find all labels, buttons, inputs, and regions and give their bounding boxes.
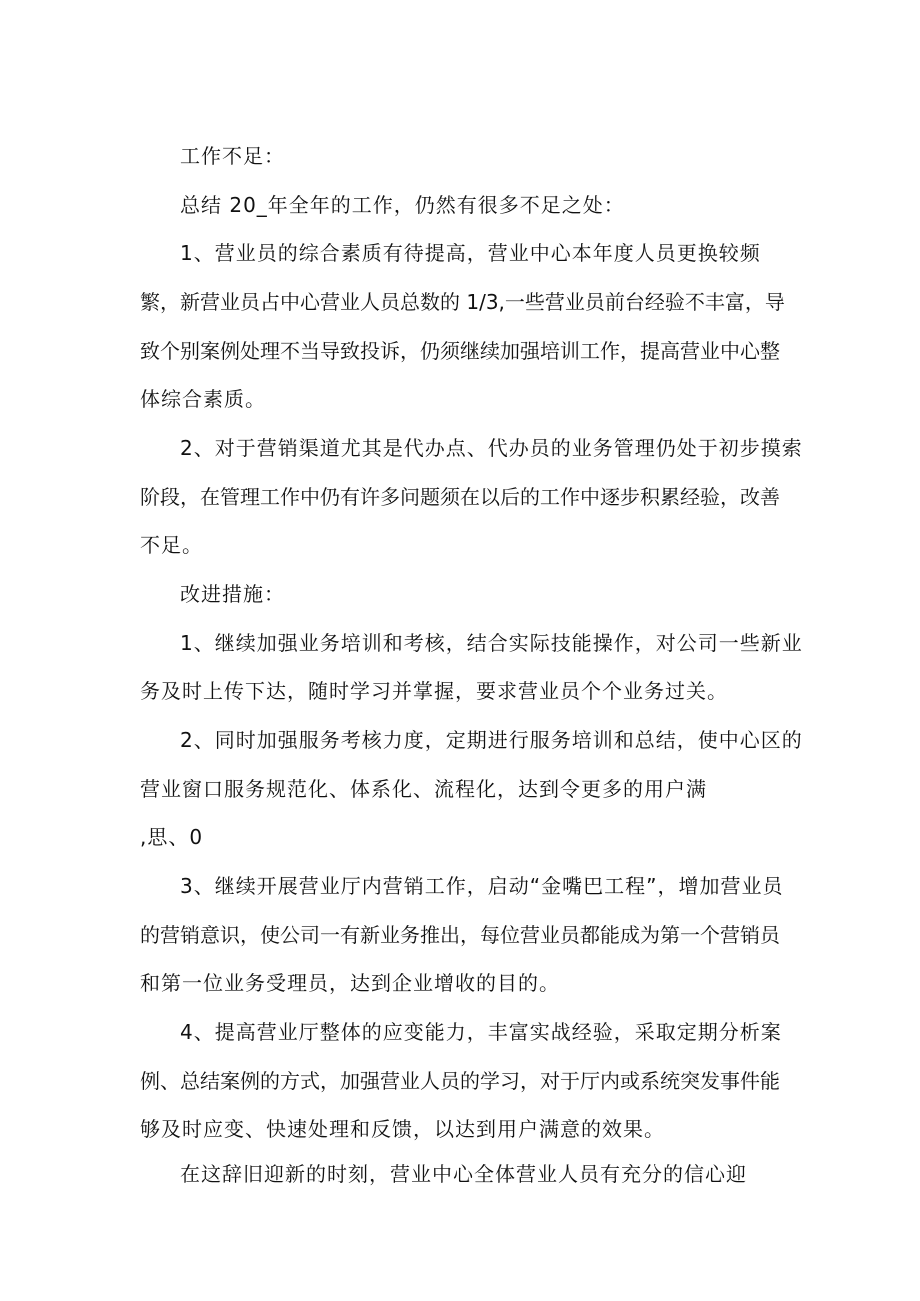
paragraph-line: 体综合素质。: [140, 387, 266, 411]
paragraph-line: 2、对于营销渠道尤其是代办点、代办员的业务管理仍处于初步摸索: [180, 436, 803, 460]
paragraph-line: 务及时上传下达，随时学习并掌握，要求营业员个个业务过关。: [140, 679, 728, 703]
paragraph-line: 1、营业员的综合素质有待提高，营业中心本年度人员更换较频: [180, 241, 761, 265]
paragraph-line: 营业窗口服务规范化、体系化、流程化，达到令更多的用户满: [140, 777, 707, 801]
paragraph-line: 1、继续加强业务培训和考核，结合实际技能操作，对公司一些新业: [180, 631, 803, 655]
paragraph-line: 4、提高营业厅整体的应变能力，丰富实战经验，采取定期分析案: [180, 1020, 782, 1044]
paragraph-line: 致个别案例处理不当导致投诉，仍须继续加强培训工作，提高营业中心整: [140, 339, 780, 363]
paragraph-line: 2、同时加强服务考核力度，定期进行服务培训和总结，使中心区的: [180, 728, 803, 752]
paragraph-line: 的营销意识，使公司一有新业务推出，每位营业员都能成为第一个营销员: [140, 923, 780, 947]
paragraph-line: ,思、0: [140, 825, 204, 849]
paragraph-line: 够及时应变、快速处理和反馈，以达到用户满意的效果。: [140, 1117, 665, 1141]
heading-work-shortcomings: 工作不足：: [180, 144, 285, 168]
paragraph-line: 3、继续开展营业厅内营销工作，启动“金嘴巴工程”，增加营业员: [180, 874, 784, 898]
heading-improvement-measures: 改进措施：: [180, 582, 285, 606]
paragraph-line: 阶段，在管理工作中仍有许多问题须在以后的工作中逐步积累经验，改善: [140, 485, 780, 509]
paragraph-line: 总结 20_年全年的工作，仍然有很多不足之处：: [180, 193, 625, 217]
paragraph-line: 繁，新营业员占中心营业人员总数的 1/3,一些营业员前台经验不丰富，导: [140, 290, 785, 314]
paragraph-line: 和第一位业务受理员，达到企业增收的目的。: [140, 971, 560, 995]
paragraph-line: 在这辞旧迎新的时刻，营业中心全体营业人员有充分的信心迎: [180, 1162, 747, 1186]
paragraph-line: 不足。: [140, 533, 203, 557]
paragraph-line: 例、总结案例的方式，加强营业人员的学习，对于厅内或系统突发事件能: [140, 1069, 780, 1093]
